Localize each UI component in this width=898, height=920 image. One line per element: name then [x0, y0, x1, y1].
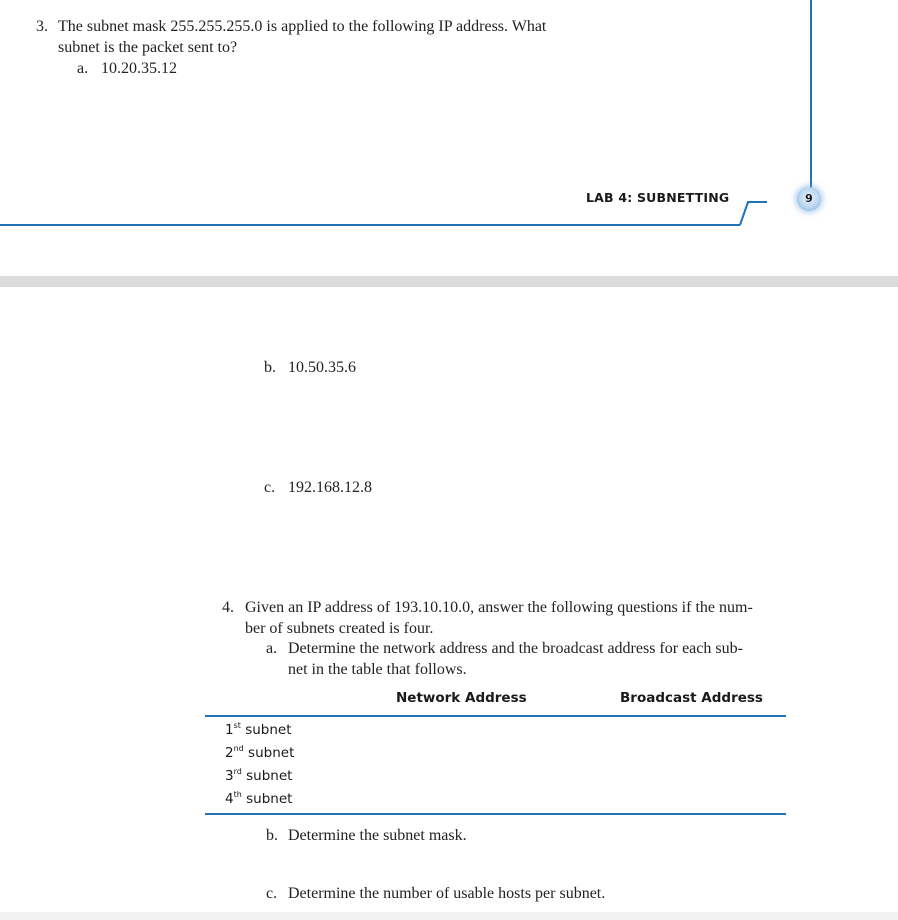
header-broadcast-address: Broadcast Address: [620, 690, 763, 706]
row-ordinal-suffix: nd: [233, 744, 244, 753]
question-3-text-line1: The subnet mask 255.255.255.0 is applied to the following IP address. What: [58, 18, 547, 35]
header-network-address: Network Address: [396, 690, 527, 706]
table-bottom-rule: [205, 813, 786, 815]
question-3c-letter: c.: [264, 479, 276, 496]
vertical-blue-rule: [810, 0, 812, 190]
table-row: [225, 767, 292, 784]
question-4-text-line1: Given an IP address of 193.10.10.0, answer the following questions if the num-: [245, 599, 753, 616]
table-row: [225, 744, 294, 761]
row-number: 3: [225, 768, 234, 784]
row-ordinal-suffix: st: [233, 721, 241, 730]
question-3a-text: 10.20.35.12: [101, 60, 177, 77]
row-word: subnet: [248, 745, 295, 761]
row-number: 2: [225, 745, 234, 761]
question-3-number: 3.: [36, 18, 48, 35]
question-4a-text-line1: Determine the network address and the broadcast address for each sub-: [288, 640, 743, 657]
question-4-text-line2: ber of subnets created is four.: [245, 620, 434, 637]
question-4a-letter: a.: [266, 640, 278, 657]
page-number-badge: 9: [797, 187, 821, 211]
question-4a-text-line2: net in the table that follows.: [288, 661, 467, 678]
row-word: subnet: [245, 722, 292, 738]
page-top: [0, 0, 898, 276]
table-row: [225, 721, 292, 738]
question-4c-text: Determine the number of usable hosts per subnet.: [288, 885, 606, 902]
row-number: 1: [225, 722, 234, 738]
rule-connector: [735, 194, 775, 228]
row-word: subnet: [246, 791, 293, 807]
running-head: LAB 4: SUBNETTING: [586, 190, 730, 205]
row-word: subnet: [246, 768, 293, 784]
question-3-text-line2: subnet is the packet sent to?: [58, 39, 238, 56]
question-4-number: 4.: [222, 599, 234, 616]
question-3a-letter: a.: [77, 60, 89, 77]
row-ordinal-suffix: th: [233, 790, 242, 799]
table-row: [225, 790, 292, 807]
question-3c-text: 192.168.12.8: [288, 479, 372, 496]
page-separator: [0, 276, 898, 287]
question-3b-text: 10.50.35.6: [288, 359, 356, 376]
question-4b-text: Determine the subnet mask.: [288, 827, 467, 844]
question-3b-letter: b.: [264, 359, 276, 376]
horizontal-blue-rule: [0, 224, 740, 226]
table-top-rule: [205, 715, 786, 717]
question-4c-letter: c.: [266, 885, 278, 902]
row-ordinal-suffix: rd: [233, 767, 242, 776]
bottom-page-edge: [0, 912, 898, 920]
row-number: 4: [225, 791, 234, 807]
question-4b-letter: b.: [266, 827, 278, 844]
